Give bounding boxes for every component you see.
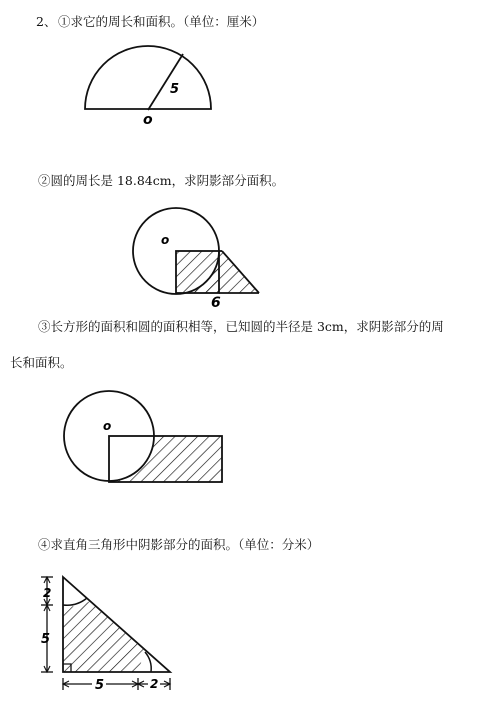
q3-center-label: o (103, 419, 112, 433)
q1-semicircle-figure (85, 46, 211, 128)
q4-text: ④求直角三角形中阴影部分的面积。（单位：分米） (38, 537, 320, 552)
q4-dim-left-top-label: 2 (43, 586, 52, 600)
q4-dim-bottom-left-label: 5 (95, 678, 105, 693)
q3-rectangle-figure (64, 391, 222, 482)
q1-text: ①求它的周长和面积。（单位：厘米） (58, 14, 265, 29)
q4-dim-bottom-right-label: 2 (150, 677, 159, 691)
q2-base-label: 6 (211, 295, 221, 311)
q1-number: 2、 (36, 14, 57, 29)
q3-text-line2: 长和面积。 (10, 355, 73, 370)
q1-semicircle (85, 46, 211, 109)
q4-triangle-figure (41, 577, 170, 693)
q1-radius-label: 5 (170, 82, 180, 97)
q2-center-label: o (161, 233, 170, 247)
q1-center-label: o (143, 112, 153, 128)
q4-dim-left-bottom-label: 5 (41, 632, 51, 647)
q2-circle-figure (133, 208, 260, 311)
q2-text: ②圆的周长是 18.84cm，求阴影部分面积。 (38, 173, 285, 188)
q3-text-line1: ③长方形的面积和圆的面积相等，已知圆的半径是 3cm，求阴影部分的周 (38, 319, 444, 334)
